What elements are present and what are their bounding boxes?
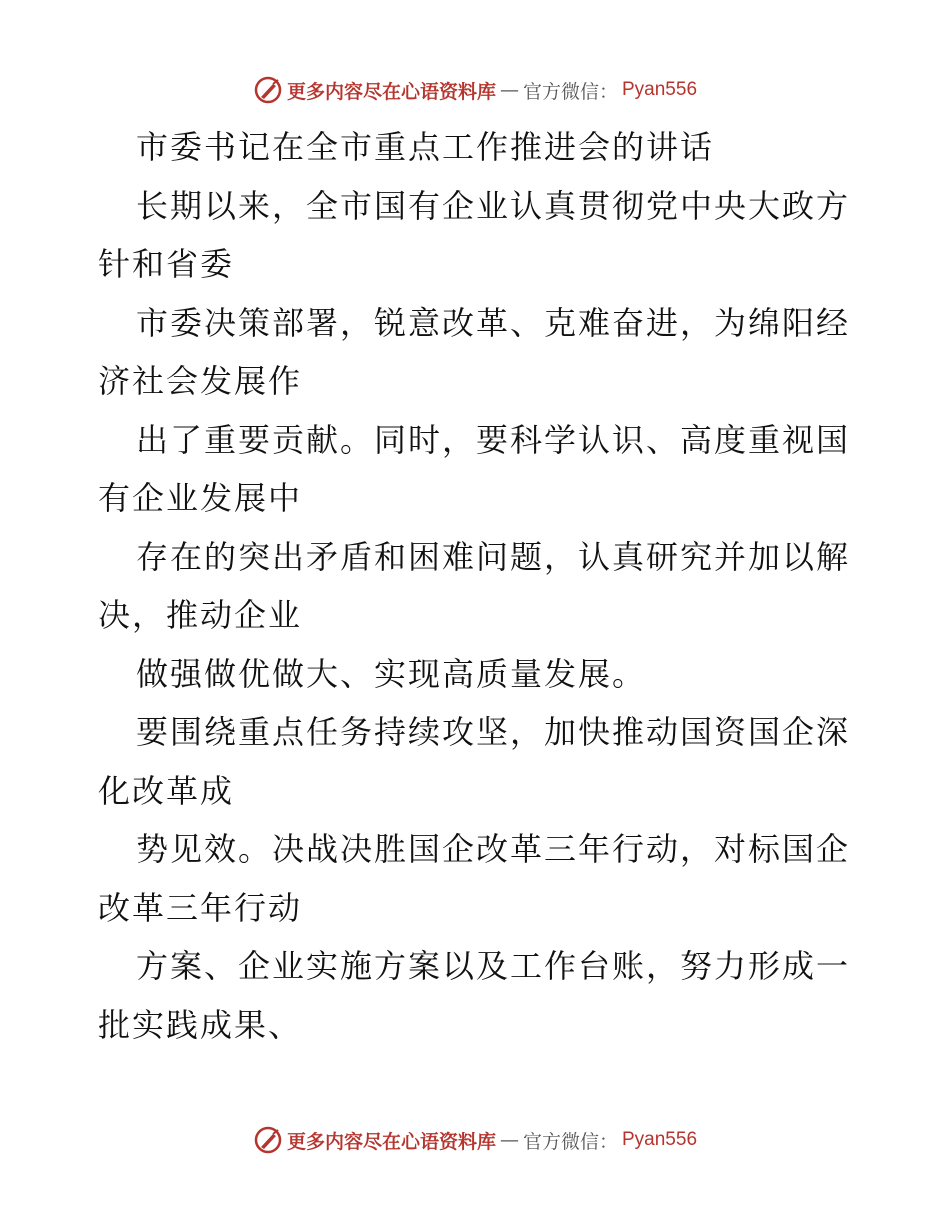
text-line: 长期以来，全市国有企业认真贯彻党中央大政方	[136, 186, 851, 225]
header-banner-content	[253, 75, 697, 105]
text-line: 针和省委	[98, 245, 235, 283]
quill-circle-icon	[253, 1125, 283, 1155]
header-wechat-label: 官方微信：	[522, 80, 618, 103]
footer-wechat-id: Pyan556	[622, 1129, 698, 1150]
document-body	[98, 118, 854, 1054]
text-line: 改革三年行动	[98, 888, 303, 927]
text-line: 势见效。决战决胜国企改革三年行动，对标国企	[136, 830, 851, 868]
quill-circle-icon	[253, 75, 283, 105]
header-banner-dash: —	[499, 79, 519, 101]
header-banner	[0, 70, 950, 110]
footer-wechat-label: 官方微信：	[522, 1130, 618, 1153]
text-line: 市委决策部署，锐意改革、克难奋进，为绵阳经	[136, 303, 851, 342]
text-line: 化改革成	[98, 771, 235, 810]
text-line: 存在的突出矛盾和困难问题，认真研究并加以解	[136, 537, 851, 576]
text-line: 批实践成果、	[98, 1005, 303, 1044]
header-banner-text: 更多内容尽在心语资料库	[286, 80, 496, 103]
text-line: 方案、企业实施方案以及工作台账，努力形成一	[136, 947, 851, 985]
text-line: 做强做优做大、实现高质量发展。	[136, 654, 647, 693]
text-line: 决，推动企业	[98, 596, 303, 634]
header-wechat-id: Pyan556	[622, 79, 698, 100]
document-title-line: 市委书记在全市重点工作推进会的讲话	[136, 128, 715, 166]
text-line: 要围绕重点任务持续攻坚，加快推动国资国企深	[136, 713, 851, 751]
footer-banner-text: 更多内容尽在心语资料库	[286, 1130, 496, 1153]
footer-banner-dash: —	[499, 1129, 519, 1151]
footer-banner	[0, 1120, 950, 1160]
text-line: 出了重要贡献。同时，要科学认识、高度重视国	[136, 420, 851, 459]
footer-banner-content	[253, 1125, 697, 1155]
text-line: 济社会发展作	[98, 362, 303, 400]
text-line: 有企业发展中	[98, 479, 303, 517]
